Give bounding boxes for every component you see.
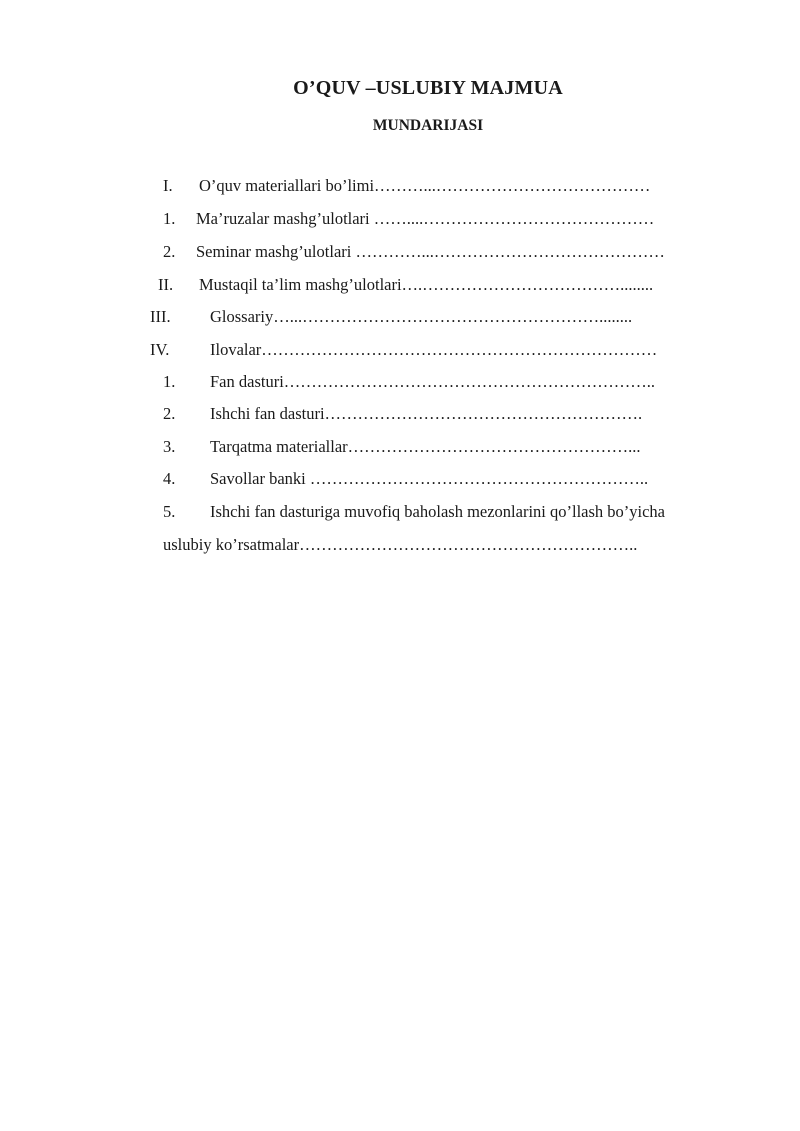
document-title: O’QUV –USLUBIY MAJMUA — [293, 77, 563, 99]
toc-item-number: II. — [158, 275, 174, 294]
toc-item-number: III. — [150, 307, 171, 326]
toc-item-text: Fan dasturi………………………………………………………….. — [210, 372, 656, 391]
toc-item-number: IV. — [150, 340, 170, 359]
toc-item-text: Ishchi fan dasturi…………………………………………………. — [210, 404, 643, 423]
toc-item-text: Glossariy…...………………………………………………........ — [210, 307, 633, 326]
toc-item-text: Ma’ruzalar mashg’ulotlari ……....…………………………………… — [196, 209, 655, 228]
toc-item-text: uslubiy ko’rsatmalar…………………………………………………….. — [163, 535, 638, 554]
toc-item-text: Ilovalar……………………………………………………………… — [210, 340, 658, 359]
toc-item-number: 1. — [163, 209, 176, 228]
toc-item-number: I. — [163, 176, 173, 195]
toc-item-text: Tarqatma materiallar……………………………………………... — [210, 437, 641, 456]
document-subtitle: MUNDARIJASI — [372, 117, 484, 134]
toc-item-text: Seminar mashg’ulotlari …………...…………………………………… — [196, 242, 665, 261]
toc-item-text: Savollar banki …………………………………………………….. — [210, 469, 649, 488]
toc-item-number: 3. — [163, 437, 176, 456]
toc-item-number: 1. — [163, 372, 176, 391]
toc-item-text: Ishchi fan dasturiga muvofiq baholash mezonlarini qo’llash bo’yicha — [210, 502, 665, 521]
toc-item-text: Mustaqil ta’lim mashg’ulotlari….………………………………........ — [199, 275, 654, 294]
toc-item-text: O’quv materiallari bo’limi………...………………………………… — [199, 176, 651, 195]
toc-item-number: 2. — [163, 242, 176, 261]
toc-item-number: 2. — [163, 404, 176, 423]
toc-item-number: 5. — [163, 502, 176, 521]
toc-item-number: 4. — [163, 469, 176, 488]
